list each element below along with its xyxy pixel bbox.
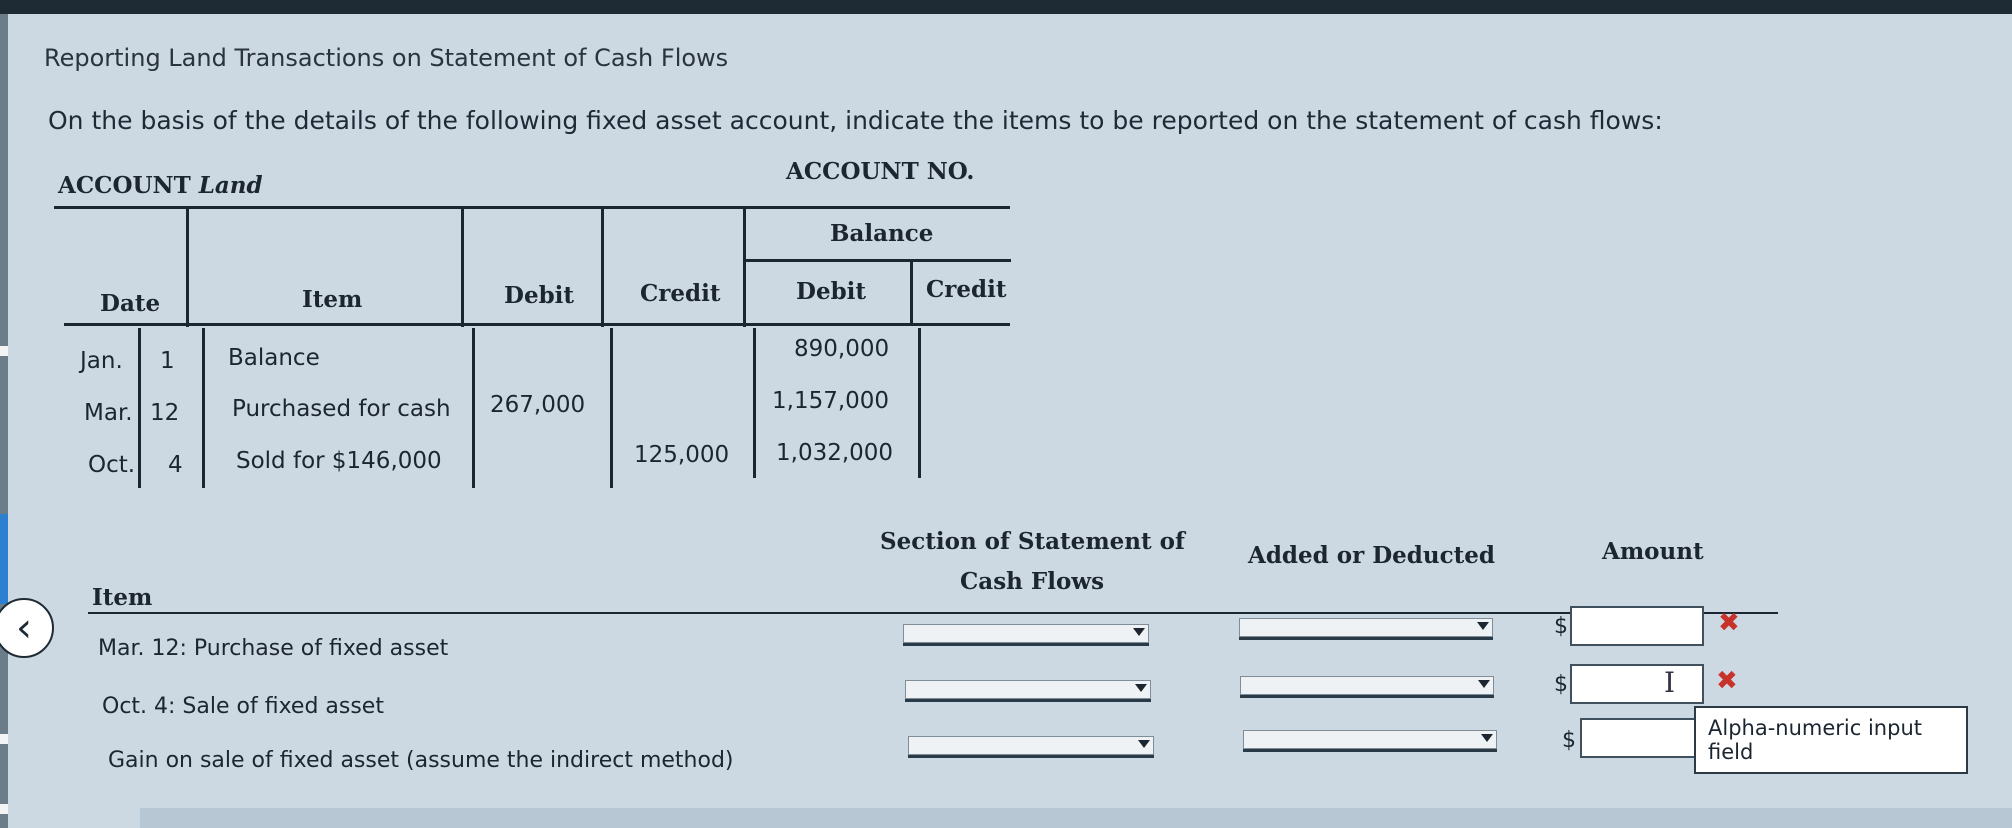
strip-marker xyxy=(0,734,8,744)
header-bottom-rule xyxy=(64,323,1010,326)
row-credit: 125,000 xyxy=(634,442,730,468)
text-cursor-icon: I xyxy=(1664,666,1676,699)
chevron-down-icon xyxy=(1133,628,1145,636)
x-icon: ✖ xyxy=(1716,666,1738,696)
header-amount: Amount xyxy=(1602,538,1704,565)
section-select[interactable] xyxy=(908,736,1154,758)
chevron-down-icon xyxy=(1481,734,1493,742)
chevron-down-icon xyxy=(1138,740,1150,748)
ledger-divider xyxy=(743,206,746,327)
header-added-or-deducted: Added or Deducted xyxy=(1248,542,1495,569)
ledger-divider xyxy=(461,206,464,327)
currency-symbol: $ xyxy=(1554,614,1568,639)
row-item: Purchased for cash xyxy=(232,396,451,422)
select-frame xyxy=(1240,676,1494,695)
answer-header-rule xyxy=(88,612,1778,614)
ledger-divider xyxy=(610,328,613,488)
header-item: Item xyxy=(92,584,153,611)
ledger-divider xyxy=(186,206,189,327)
row-item: Sold for $146,000 xyxy=(236,448,442,474)
ledger-divider xyxy=(472,328,475,488)
ledger-divider xyxy=(918,328,921,478)
back-button[interactable] xyxy=(0,598,54,658)
header-debit: Debit xyxy=(504,282,575,309)
header-balance-debit: Debit xyxy=(796,278,867,305)
header-date: Date xyxy=(100,290,161,317)
row-balance-debit: 890,000 xyxy=(794,336,890,362)
row-day: 4 xyxy=(168,452,183,478)
chevron-down-icon xyxy=(1477,622,1489,630)
chevron-down-icon xyxy=(1478,680,1490,688)
chevron-left-icon: ‹ xyxy=(16,605,32,651)
ledger-divider xyxy=(753,328,756,478)
ledger-divider xyxy=(202,328,205,488)
account-label xyxy=(58,172,263,199)
section-select[interactable] xyxy=(905,680,1151,702)
account-label-prefix: ACCOUNT xyxy=(58,172,191,199)
section-select[interactable] xyxy=(903,624,1149,646)
answer-item: Oct. 4: Sale of fixed asset xyxy=(102,694,384,719)
select-frame xyxy=(903,624,1149,643)
row-debit: 267,000 xyxy=(490,392,586,418)
account-name: Land xyxy=(198,172,263,199)
select-frame xyxy=(908,736,1154,755)
row-balance-debit: 1,032,000 xyxy=(776,440,894,466)
row-day: 1 xyxy=(160,348,175,374)
answer-item: Gain on sale of fixed asset (assume the indirect method) xyxy=(108,748,734,773)
account-number-label: ACCOUNT NO. xyxy=(786,158,975,185)
x-icon: ✖ xyxy=(1718,608,1740,638)
ledger-divider xyxy=(601,206,604,327)
input-tooltip: Alpha-numeric input field xyxy=(1694,706,1968,774)
strip-highlight xyxy=(0,514,8,604)
instructions-text: On the basis of the details of the following fixed asset account, indicate the items to be reported on the statement of cash flows: xyxy=(48,106,1663,135)
ledger-divider xyxy=(910,262,913,324)
bottom-panel-edge xyxy=(140,808,2012,828)
select-frame xyxy=(1243,730,1497,749)
added-deducted-select[interactable] xyxy=(1243,730,1497,752)
left-side-strip xyxy=(0,14,8,828)
strip-marker xyxy=(0,346,8,356)
chevron-down-icon xyxy=(1135,684,1147,692)
currency-symbol: $ xyxy=(1562,728,1576,753)
row-item: Balance xyxy=(228,345,320,371)
amount-input[interactable] xyxy=(1570,664,1704,704)
select-frame xyxy=(905,680,1151,699)
row-balance-debit: 1,157,000 xyxy=(772,388,890,414)
currency-symbol: $ xyxy=(1554,672,1568,697)
added-deducted-select[interactable] xyxy=(1240,676,1494,698)
window-top-bar xyxy=(0,0,2012,14)
header-credit: Credit xyxy=(640,280,721,307)
row-month: Jan. xyxy=(80,348,123,374)
page-title: Reporting Land Transactions on Statement of Cash Flows xyxy=(44,44,729,72)
ledger-divider xyxy=(138,328,141,488)
header-section-line1: Section of Statement of xyxy=(880,528,1185,555)
answer-item: Mar. 12: Purchase of fixed asset xyxy=(98,636,449,661)
added-deducted-select[interactable] xyxy=(1239,618,1493,640)
header-balance: Balance xyxy=(830,220,934,247)
row-day: 12 xyxy=(150,400,180,426)
balance-subhead-rule xyxy=(743,259,1011,262)
header-section-line2: Cash Flows xyxy=(960,568,1105,595)
header-item: Item xyxy=(302,286,363,313)
select-frame xyxy=(1239,618,1493,637)
amount-input[interactable] xyxy=(1570,606,1704,646)
strip-marker xyxy=(0,804,8,814)
row-month: Mar. xyxy=(84,400,133,426)
header-balance-credit: Credit xyxy=(926,276,1007,303)
row-month: Oct. xyxy=(88,452,136,478)
ledger-top-rule xyxy=(54,206,1010,209)
